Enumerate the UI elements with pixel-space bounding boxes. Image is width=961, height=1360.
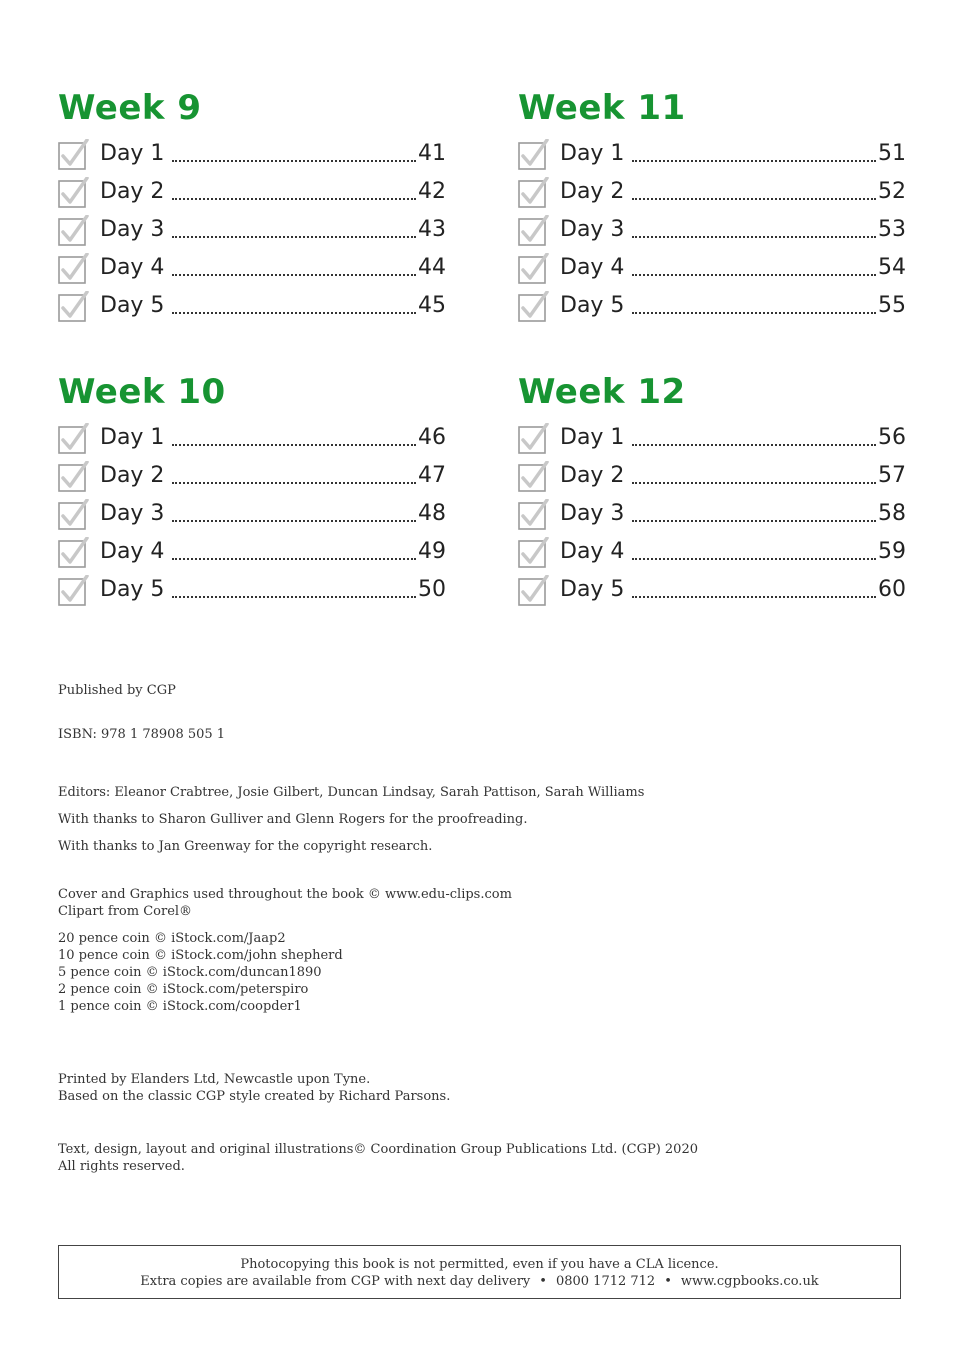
checkbox-checked-icon[interactable] bbox=[518, 215, 546, 243]
dot-leader bbox=[632, 160, 876, 162]
dot-leader bbox=[172, 444, 416, 446]
extra-copies-text: Extra copies are available from CGP with next day delivery bbox=[140, 1274, 531, 1289]
day-row bbox=[518, 172, 906, 210]
checkbox-checked-icon[interactable] bbox=[518, 177, 546, 205]
page-number: 47 bbox=[418, 462, 446, 488]
day-row bbox=[518, 286, 906, 324]
isbn-text: ISBN: 978 1 78908 505 1 bbox=[58, 727, 226, 742]
checkbox-checked-icon[interactable] bbox=[58, 499, 86, 527]
style-credit-text: Based on the classic CGP style created by Richard Parsons. bbox=[58, 1089, 451, 1104]
dot-leader bbox=[632, 274, 876, 276]
page-number: 49 bbox=[418, 538, 446, 564]
coin-credit-text: 20 pence coin © iStock.com/Jaap2 bbox=[58, 931, 286, 946]
day-label: Day 2 bbox=[100, 462, 165, 488]
day-label: Day 3 bbox=[100, 216, 165, 242]
phone-number: 0800 1712 712 bbox=[555, 1274, 656, 1289]
page-number: 45 bbox=[418, 292, 446, 318]
dot-leader bbox=[632, 312, 876, 314]
day-label: Day 3 bbox=[560, 216, 625, 242]
printer-info bbox=[58, 1071, 450, 1105]
week-11-section bbox=[518, 88, 906, 324]
week-title: Week 10 bbox=[58, 372, 226, 412]
dot-leader bbox=[172, 558, 416, 560]
day-label: Day 5 bbox=[560, 292, 625, 318]
coin-credits bbox=[58, 930, 343, 1015]
dot-leader bbox=[632, 596, 876, 598]
page-number: 54 bbox=[878, 254, 906, 280]
day-row bbox=[58, 210, 446, 248]
day-row bbox=[518, 418, 906, 456]
day-row bbox=[518, 456, 906, 494]
day-row bbox=[518, 134, 906, 172]
day-row bbox=[518, 570, 906, 608]
copyright-text: Text, design, layout and original illustrations© Coordination Group Publications Ltd. (CGP) 2020 bbox=[58, 1142, 698, 1157]
checkbox-checked-icon[interactable] bbox=[58, 291, 86, 319]
day-row bbox=[58, 456, 446, 494]
dot-leader bbox=[172, 596, 416, 598]
day-row bbox=[58, 418, 446, 456]
checkbox-checked-icon[interactable] bbox=[518, 499, 546, 527]
coin-credit-text: 10 pence coin © iStock.com/john shepherd bbox=[58, 948, 343, 963]
week-10-section bbox=[58, 372, 446, 608]
coin-credit-text: 5 pence coin © iStock.com/duncan1890 bbox=[58, 965, 322, 980]
page-number: 55 bbox=[878, 292, 906, 318]
dot-leader bbox=[632, 198, 876, 200]
graphics-credits bbox=[58, 886, 512, 920]
photocopy-notice: Photocopying this book is not permitted, even if you have a CLA licence. bbox=[240, 1257, 719, 1272]
rights-text: All rights reserved. bbox=[58, 1159, 185, 1174]
clipart-credit-text: Clipart from Corel® bbox=[58, 904, 193, 919]
day-label: Day 1 bbox=[100, 140, 165, 166]
checkbox-checked-icon[interactable] bbox=[58, 139, 86, 167]
photocopy-notice-box bbox=[58, 1245, 901, 1299]
day-row bbox=[58, 494, 446, 532]
page-number: 43 bbox=[418, 216, 446, 242]
day-label: Day 4 bbox=[100, 254, 165, 280]
day-label: Day 5 bbox=[100, 292, 165, 318]
dot-leader bbox=[172, 274, 416, 276]
dot-leader bbox=[172, 482, 416, 484]
page-number: 50 bbox=[418, 576, 446, 602]
day-row bbox=[58, 532, 446, 570]
checkbox-checked-icon[interactable] bbox=[518, 575, 546, 603]
page-number: 44 bbox=[418, 254, 446, 280]
coin-credit-text: 1 pence coin © iStock.com/coopder1 bbox=[58, 999, 302, 1014]
page-number: 46 bbox=[418, 424, 446, 450]
checkbox-checked-icon[interactable] bbox=[58, 423, 86, 451]
day-row bbox=[518, 210, 906, 248]
day-label: Day 4 bbox=[560, 254, 625, 280]
editors-block bbox=[58, 779, 644, 860]
page-number: 59 bbox=[878, 538, 906, 564]
checkbox-checked-icon[interactable] bbox=[518, 253, 546, 281]
thanks-proofreading-text: With thanks to Sharon Gulliver and Glenn Rogers for the proofreading. bbox=[58, 812, 528, 827]
page-number: 56 bbox=[878, 424, 906, 450]
day-label: Day 4 bbox=[560, 538, 625, 564]
dot-leader bbox=[632, 482, 876, 484]
page-number: 48 bbox=[418, 500, 446, 526]
printed-by-text: Printed by Elanders Ltd, Newcastle upon Tyne. bbox=[58, 1072, 371, 1087]
page-number: 41 bbox=[418, 140, 446, 166]
day-label: Day 1 bbox=[100, 424, 165, 450]
week-9-section bbox=[58, 88, 446, 324]
day-label: Day 1 bbox=[560, 424, 625, 450]
day-row bbox=[58, 134, 446, 172]
day-label: Day 4 bbox=[100, 538, 165, 564]
day-label: Day 2 bbox=[560, 462, 625, 488]
day-row bbox=[58, 286, 446, 324]
page-number: 53 bbox=[878, 216, 906, 242]
page-number: 42 bbox=[418, 178, 446, 204]
checkbox-checked-icon[interactable] bbox=[518, 423, 546, 451]
website-link[interactable]: www.cgpbooks.co.uk bbox=[680, 1274, 819, 1289]
dot-leader bbox=[172, 236, 416, 238]
week-title: Week 11 bbox=[518, 88, 686, 128]
dot-leader bbox=[632, 444, 876, 446]
checkbox-checked-icon[interactable] bbox=[58, 215, 86, 243]
week-title: Week 9 bbox=[58, 88, 202, 128]
publisher-text: Published by CGP bbox=[58, 683, 176, 698]
day-row bbox=[58, 248, 446, 286]
dot-leader bbox=[172, 160, 416, 162]
dot-leader bbox=[632, 236, 876, 238]
page-number: 51 bbox=[878, 140, 906, 166]
dot-leader bbox=[172, 312, 416, 314]
dot-leader bbox=[172, 198, 416, 200]
day-row bbox=[58, 570, 446, 608]
publisher-line bbox=[58, 682, 176, 699]
week-12-section bbox=[518, 372, 906, 608]
checkbox-checked-icon[interactable] bbox=[518, 461, 546, 489]
day-row bbox=[58, 172, 446, 210]
bullet-separator: • bbox=[539, 1274, 547, 1289]
copyright-info bbox=[58, 1141, 698, 1175]
day-label: Day 1 bbox=[560, 140, 625, 166]
extra-copies-line bbox=[59, 1273, 900, 1290]
editors-text: Editors: Eleanor Crabtree, Josie Gilbert, Duncan Lindsay, Sarah Pattison, Sarah Williams bbox=[58, 785, 645, 800]
checkbox-checked-icon[interactable] bbox=[58, 461, 86, 489]
checkbox-checked-icon[interactable] bbox=[518, 291, 546, 319]
page-number: 52 bbox=[878, 178, 906, 204]
isbn-line bbox=[58, 726, 225, 743]
day-row bbox=[518, 532, 906, 570]
page-number: 57 bbox=[878, 462, 906, 488]
dot-leader bbox=[632, 558, 876, 560]
day-row bbox=[518, 494, 906, 532]
checkbox-checked-icon[interactable] bbox=[58, 537, 86, 565]
day-label: Day 2 bbox=[560, 178, 625, 204]
dot-leader bbox=[632, 520, 876, 522]
checkbox-checked-icon[interactable] bbox=[58, 575, 86, 603]
day-label: Day 5 bbox=[100, 576, 165, 602]
cover-credit-text: Cover and Graphics used throughout the book © www.edu-clips.com bbox=[58, 887, 512, 902]
day-row bbox=[518, 248, 906, 286]
week-title: Week 12 bbox=[518, 372, 686, 412]
page-number: 58 bbox=[878, 500, 906, 526]
checkbox-checked-icon[interactable] bbox=[58, 177, 86, 205]
day-label: Day 5 bbox=[560, 576, 625, 602]
dot-leader bbox=[172, 520, 416, 522]
day-label: Day 2 bbox=[100, 178, 165, 204]
checkbox-checked-icon[interactable] bbox=[58, 253, 86, 281]
checkbox-checked-icon[interactable] bbox=[518, 537, 546, 565]
page-number: 60 bbox=[878, 576, 906, 602]
day-label: Day 3 bbox=[560, 500, 625, 526]
bullet-separator: • bbox=[664, 1274, 672, 1289]
thanks-copyright-text: With thanks to Jan Greenway for the copyright research. bbox=[58, 839, 433, 854]
checkbox-checked-icon[interactable] bbox=[518, 139, 546, 167]
coin-credit-text: 2 pence coin © iStock.com/peterspiro bbox=[58, 982, 309, 997]
day-label: Day 3 bbox=[100, 500, 165, 526]
